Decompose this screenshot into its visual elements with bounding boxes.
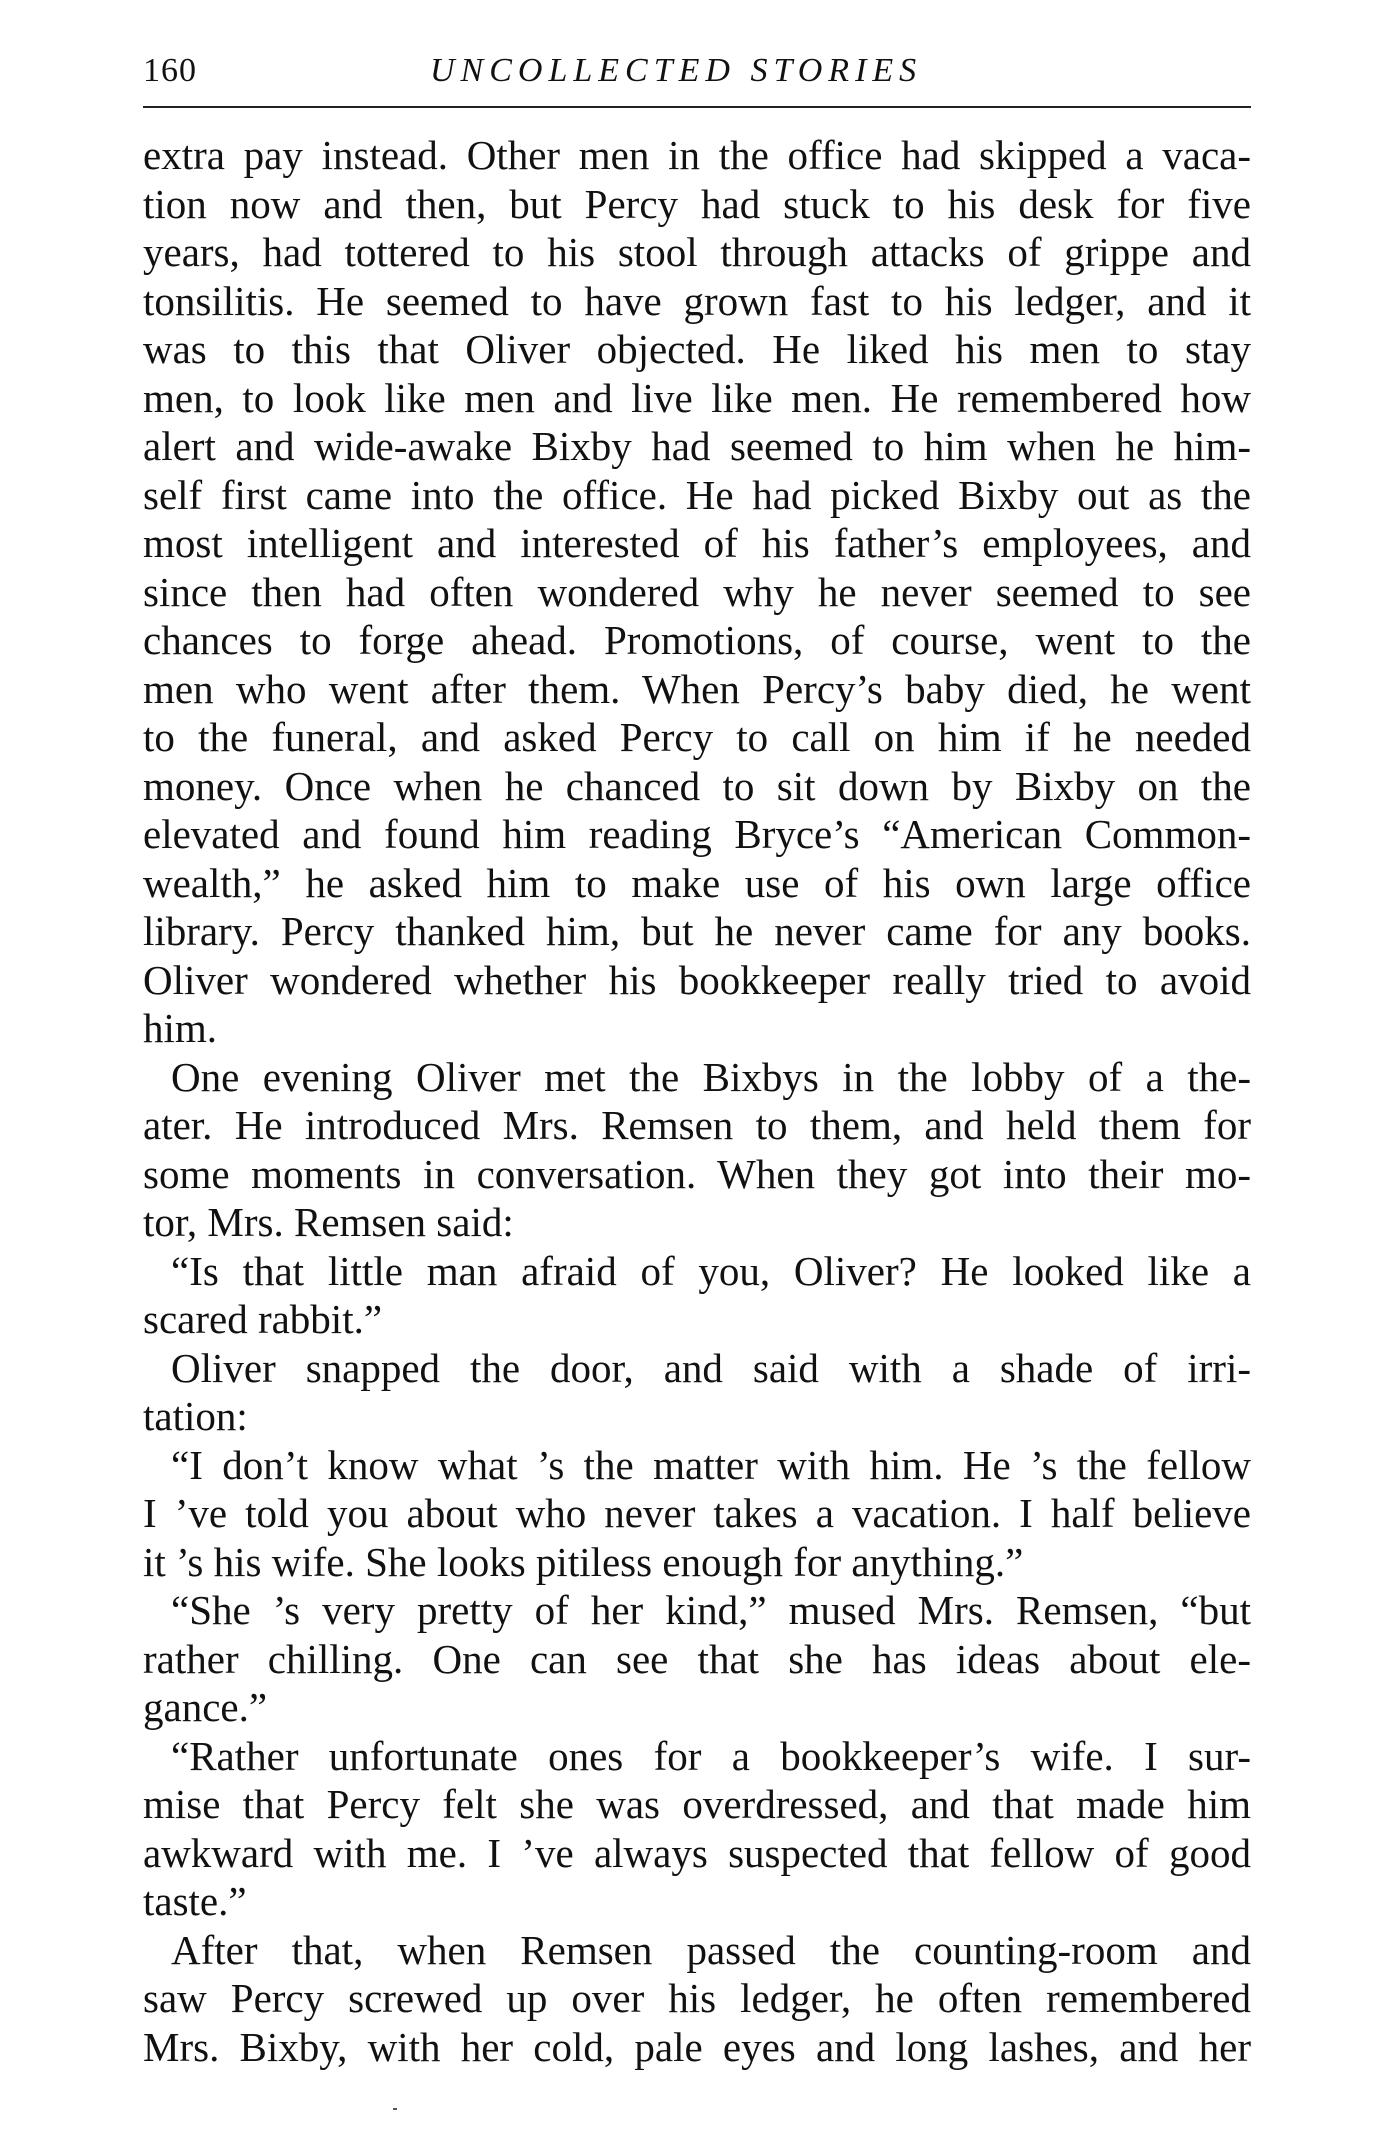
text-line: wealth,” he asked him to make use of his own large office <box>143 859 1251 906</box>
text-line: some moments in conversation. When they got into their mo- <box>143 1150 1251 1197</box>
text-line: scared rabbit.” <box>143 1296 383 1342</box>
text-line: “Is that little man afraid of you, Oliver? He looked like a <box>171 1247 1251 1294</box>
text-line: rather chilling. One can see that she has ideas about ele- <box>143 1635 1251 1682</box>
text-line: “Rather unfortunate ones for a bookkeeper’s wife. I sur- <box>171 1732 1251 1779</box>
running-head <box>143 48 1251 98</box>
text-line: I ’ve told you about who never takes a vacation. I half believe <box>143 1490 1251 1536</box>
text-line: was to this that Oliver objected. He liked his men to stay <box>143 326 1251 372</box>
text-line: mise that Percy felt she was overdressed, and that made him <box>143 1781 1251 1827</box>
text-line: gance.” <box>143 1684 268 1730</box>
page-number: 160 <box>143 52 197 89</box>
text-line: saw Percy screwed up over his ledger, he often remembered <box>143 1975 1251 2021</box>
text-line: self first came into the office. He had picked Bixby out as the <box>143 471 1251 518</box>
text-line: library. Percy thanked him, but he never came for any books. <box>143 908 1251 954</box>
text-line: ater. He introduced Mrs. Remsen to them, and held them for <box>143 1102 1251 1148</box>
text-line: men who went after them. When Percy’s baby died, he went <box>143 665 1251 712</box>
text-line: years, had tottered to his stool through attacks of grippe and <box>143 229 1251 275</box>
body-text <box>143 131 1251 2071</box>
text-line: most intelligent and interested of his father’s employees, and <box>143 520 1251 566</box>
text-line: Mrs. Bixby, with her cold, pale eyes and long lashes, and her <box>143 2023 1251 2070</box>
text-line: awkward with me. I ’ve always suspected that fellow of good <box>143 1829 1251 1876</box>
text-line: After that, when Remsen passed the counting-room and <box>171 1926 1251 1973</box>
text-line: alert and wide-awake Bixby had seemed to him when he him- <box>143 423 1251 469</box>
text-line: tion now and then, but Percy had stuck to his desk for five <box>143 180 1251 227</box>
text-line: tonsilitis. He seemed to have grown fast to his ledger, and it <box>143 277 1251 324</box>
text-line: men, to look like men and live like men. He remembered how <box>143 374 1251 421</box>
text-line: chances to forge ahead. Promotions, of course, went to the <box>143 617 1251 663</box>
text-line: him. <box>143 1005 218 1051</box>
text-line: it ’s his wife. She looks pitiless enough for anything.” <box>143 1538 1024 1585</box>
text-line: tor, Mrs. Remsen said: <box>143 1199 514 1245</box>
header-rule <box>143 106 1251 108</box>
text-line: money. Once when he chanced to sit down by Bixby on the <box>143 762 1251 809</box>
print-speck <box>393 2108 397 2110</box>
text-line: tation: <box>143 1393 248 1439</box>
text-line: elevated and found him reading Bryce’s “American Common- <box>143 811 1251 857</box>
text-line: One evening Oliver met the Bixbys in the lobby of a the- <box>171 1053 1251 1100</box>
text-line: “I don’t know what ’s the matter with him. He ’s the fellow <box>171 1441 1251 1488</box>
text-line: Oliver wondered whether his bookkeeper really tried to avoid <box>143 956 1251 1003</box>
text-line: extra pay instead. Other men in the office had skipped a vaca- <box>143 132 1251 178</box>
text-line: since then had often wondered why he never seemed to see <box>143 568 1251 615</box>
text-line: to the funeral, and asked Percy to call on him if he needed <box>143 714 1251 760</box>
text-line: “She ’s very pretty of her kind,” mused Mrs. Remsen, “but <box>171 1587 1251 1633</box>
text-line: taste.” <box>143 1878 247 1924</box>
running-title: UNCOLLECTED STORIES <box>430 52 923 89</box>
text-line: Oliver snapped the door, and said with a shade of irri- <box>171 1344 1251 1391</box>
